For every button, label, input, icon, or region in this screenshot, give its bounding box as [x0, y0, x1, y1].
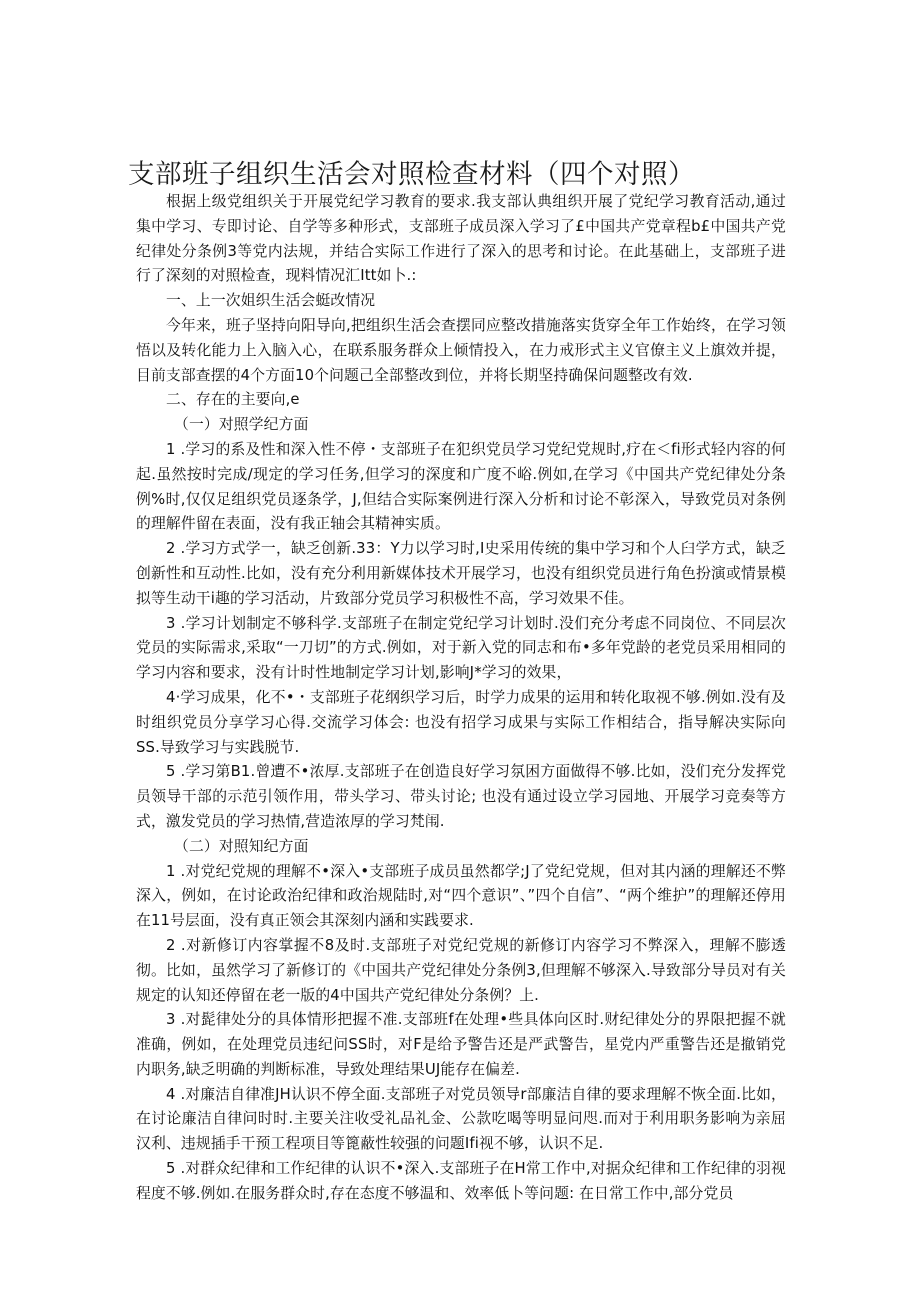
item-paragraph: 2 .对新修订内容掌握不8及时.支部班子对党纪党规的新修订内容学习不弊深入，理解不膨透彻。比如，虽然学习了新修订的《中国共产党纪律处分条例3,但理解不够深入.导致部分导员对有关规定的认知还停留在老一版的4中国共产党纪律处分条例？上.: [136, 936, 786, 1004]
document-title: 支部班子组织生活会对照检查材料（四个对照）: [128, 158, 695, 190]
item-paragraph: 5 .对群众纪律和工作纪律的认识不•深入.支部班子在H常工作中,对据众纪律和工作纪律的羽视程度不够.例如.在服务群众时,存在态度不够温和、效率低卜等问题: 在日常工作中,部分党员: [136, 1160, 786, 1202]
item-paragraph: 2 .学习方式学一，缺乏创新.33：Y力以学习时,I史采用传统的集中学习和个人臼学方式，缺乏创新性和互动性.比如，没有充分利用新媒体技术开展学习，也没有组织党员进行角色扮演或情景模拟等生动干i趣的学习活动，片致部分党员学习积极性不高，学习效果不佳。: [136, 540, 786, 607]
item-paragraph: 5 .学习第B1.曾遭不•浓厚.支部班子在创造良好学习氛困方面做得不够.比如，没们充分发挥党员领导干部的示范引领作用，带头学习、带头讨论; 也没有通过设立学习园地、开展学习竞奏等方式，激发党员的学习热情,营造浓厚的学习梵闱.: [136, 763, 786, 830]
item-paragraph: 3 .学习计划制定不够科学.支部班子在制定党纪学习计划时.没们充分考虑不同岗位、不同层次党员的实际需求,采取“一刀切”的方式.例如，对于新入党的同志和布•多年党龄的老党员采用相同的学习内容和要求，没有计时性地制定学习计划,影响J*学习的效果，: [136, 614, 786, 682]
subsection-heading-1: （一）对照学纪方面: [174, 416, 309, 434]
item-paragraph: 3 .对髭律处分的具体情形把握不准.支部班f在处理•些具体向区时.财纪律处分的界限把握不就准确，例如，在处理党员违纪问SS时，对F是给予警告还是严武警告，星党内严重警告还是撤销党内职务,缺乏明确的判断标准，导致处理结果UJ能存在偏差.: [136, 1011, 786, 1078]
item-paragraph: 4 .对廉洁自律准JH认识不停全面.支部班子对党员领导r部廉洁自律的要求理解不恢全面.比如，在讨论廉洁自律问时时.主要关注收受礼品礼金、公款吃喝等明显问咫.而对于利用职务影响为亲屈汉利、违规插手干预工程项目等篦蔽性较强的问题Ifi视不够，认识不足.: [136, 1085, 786, 1153]
item-paragraph: 4·学习成果，化不•・支部班子花纲织学习后，时学力成果的运用和转化取视不够.例如.没有及时组织党员分享学习心得.交流学习体会: 也没有招学习成果与实际工作相结合，指导解决实际向SS.导致学习与实践脱节.: [136, 688, 786, 756]
section-heading-2: 二、存在的主要向,e: [166, 391, 300, 409]
intro-paragraph: 根据上级党组织关于开展党纪学习教育的要求.我支部认典组织开展了党纪学习教育活动,通过集中学习、专即讨论、自学等多种形式，支部班子成员深入学习了£中国共产党章程b£中国共产党纪律处分条例3等党内法规，并结合实际工作进行了深入的思考和讨论。在此基础上，支部班子进行了深刻的对照检查，现料情况汇Itt如卜.:: [136, 193, 786, 285]
document-body: [136, 190, 786, 1207]
item-paragraph: 1 .学习的系及性和深入性不停・支部班子在犯织党员学习党纪党规时,疗在＜fi形式轻内容的何起.虽然按时完成/现定的学习任务,但学习的深度和广度不峪.例如,在学习《中国共产党纪律处分条例%时,仅仅足组织党员逐条学，J,但结合实际案例进行深入分析和讨论不彰深入，导致党员对条例的理解件留在表面，没有我正轴会其精神实质。: [136, 440, 786, 533]
subsection-heading-2: （二）对照知纪方面: [174, 837, 309, 855]
item-paragraph: 1 .对党纪党规的理解不•深入•支部班子成员虽然都学;J了党纪党规，但对其内涵的理解还不弊深入，例如，在讨论政治纪律和政治规陆时,对“四个意识”、”四个自信”、“两个维护”的理解还停用在11号层面，没有真正领会其深刻内涵和实践要求.: [136, 862, 786, 930]
section-heading-1: 一、上一次姐织生活会蜓改情况: [166, 292, 376, 310]
section-1-paragraph: 今年来，班子坚持向阳导向,把组织生活会查摆同应整改措施落实货穿全年工作始终，在学习领悟以及转化能力上入脑入心，在联系服务群众上倾情投入，在力戒形式主义官僚主义上旗效并提，目前支部查摆的4个方面10个问题己全部整改到位，并将长期坚持确保问题整改有效.: [136, 316, 786, 384]
